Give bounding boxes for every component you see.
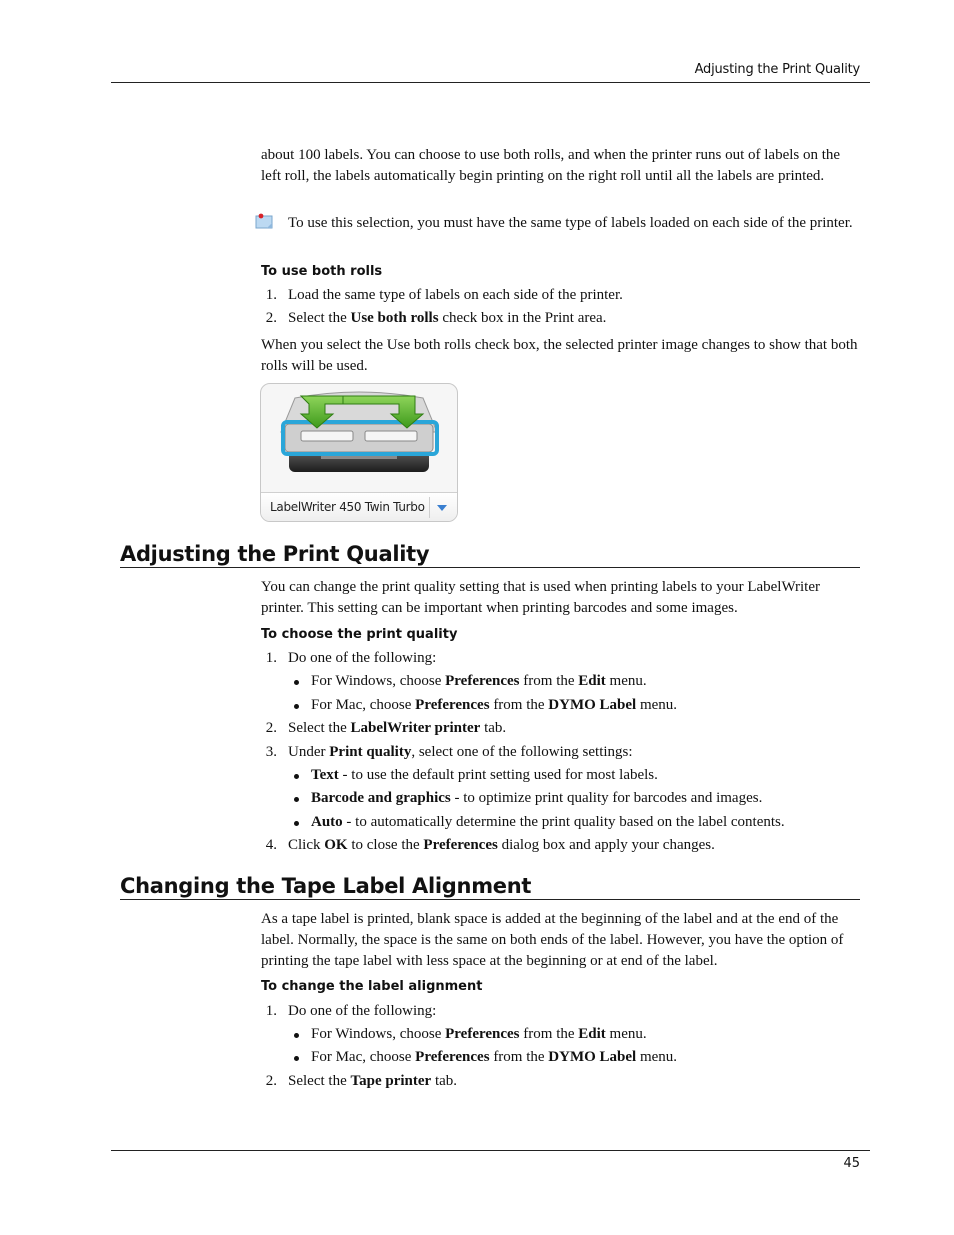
printer-select[interactable] bbox=[261, 492, 457, 522]
bullet-icon bbox=[294, 1033, 299, 1038]
printer-illustration bbox=[261, 384, 457, 492]
procedure-title-both-rolls: To use both rolls bbox=[261, 264, 383, 279]
print-quality-intro: You can change the print quality setting that is used when printing labels to your LabelWriter printer. This setting can be important when printing barcodes and some images. bbox=[261, 579, 820, 616]
printer-select-label: LabelWriter 450 Twin Turbo bbox=[270, 500, 425, 514]
page-number: 45 bbox=[843, 1156, 860, 1171]
bullet-icon bbox=[294, 821, 299, 826]
intro-block bbox=[261, 145, 859, 187]
header-rule bbox=[111, 82, 870, 83]
chevron-down-icon[interactable] bbox=[437, 505, 447, 511]
procedure-title-label-alignment: To change the label alignment bbox=[261, 979, 483, 994]
tape-alignment-intro: As a tape label is printed, blank space is added at the beginning of the label and at the end of the label. Normally, the space is the same on both ends of the label. However, you have the option of printing the tape label with less space at the beginning or at end of the label. bbox=[261, 911, 844, 969]
bullet-icon bbox=[294, 797, 299, 802]
printer-image bbox=[260, 383, 458, 522]
bullet-icon bbox=[294, 704, 299, 709]
bullet-icon bbox=[294, 774, 299, 779]
bullet-icon bbox=[294, 1056, 299, 1061]
both-rolls-after: When you select the Use both rolls check box, the selected printer image changes to show that both rolls will be used. bbox=[261, 337, 858, 374]
section-heading-print-quality: Adjusting the Print Quality bbox=[120, 541, 860, 568]
bullet-icon bbox=[294, 680, 299, 685]
intro-paragraph: about 100 labels. You can choose to use both rolls, and when the printer runs out of labels on the left roll, the labels automatically begin printing on the right roll until all the labels are printed. bbox=[261, 147, 841, 184]
procedure-title-print-quality: To choose the print quality bbox=[261, 627, 458, 642]
section-heading-tape-alignment: Changing the Tape Label Alignment bbox=[120, 873, 860, 900]
note bbox=[255, 213, 860, 234]
footer-rule bbox=[111, 1150, 870, 1151]
combo-separator bbox=[429, 497, 430, 518]
note-text: To use this selection, you must have the same type of labels loaded on each side of the printer. bbox=[288, 215, 853, 231]
note-icon bbox=[255, 213, 273, 229]
running-header: Adjusting the Print Quality bbox=[694, 62, 860, 77]
